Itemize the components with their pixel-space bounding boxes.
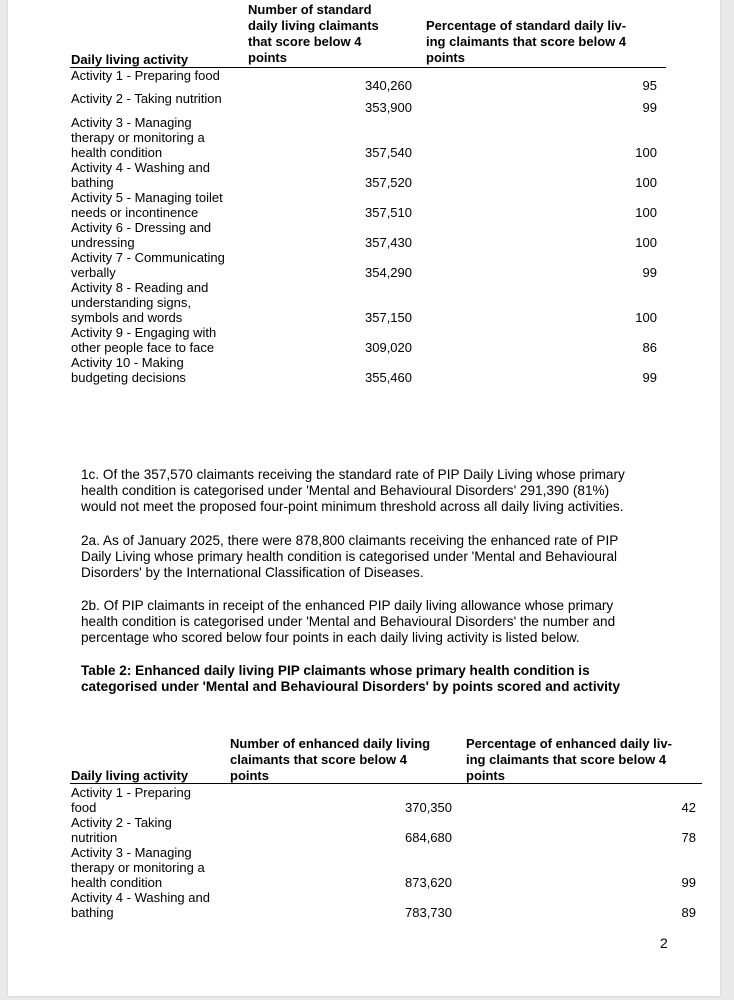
table-row-label [71,280,208,325]
table-row-number: 340,260 [365,78,412,93]
table1-header-percentage [426,18,666,66]
table-row-percentage: 100 [635,235,657,250]
header-line: Percentage of standard daily liv- [426,18,627,33]
header-line: Number of enhanced daily living [230,736,431,751]
table-row-label [71,815,172,845]
label-line: Activity 8 - Reading and [71,280,209,295]
header-line: daily living claimants [248,18,379,33]
label-line: Activity 2 - Taking [71,815,172,830]
table-row-percentage: 78 [681,830,696,845]
table-row-label [71,845,205,890]
table-row-percentage: 89 [681,905,696,920]
table-row-number: 357,150 [365,310,412,325]
page-number: 2 [660,935,668,951]
label-line: Activity 3 - Managing [71,845,192,860]
paragraph-2b [81,598,681,646]
header-line: ing claimants that score below 4 [426,34,627,49]
label-line: symbols and words [71,310,183,325]
table-row-label [71,190,223,220]
label-line: understanding signs, [71,295,191,310]
label-line: Activity 10 - Making [71,355,184,370]
table-row-number: 783,730 [405,905,452,920]
table1-header-number [248,2,418,66]
table2-header-number [230,736,460,784]
header-line: points [248,50,287,65]
table-row-label [71,325,216,355]
table-row-number: 684,680 [405,830,452,845]
table-row-label [71,355,186,385]
paragraph-line: health condition is categorised under 'Mental and Behavioural Disorders' the number and [81,614,616,629]
header-line: ing claimants that score below 4 [466,752,667,767]
label-line: undressing [71,235,135,250]
header-line: Percentage of enhanced daily liv- [466,736,672,751]
paragraph-line: 2a. As of January 2025, there were 878,800 claimants receiving the enhanced rate of PIP [81,533,619,548]
paragraph-line: percentage who scored below four points in each daily living activity is listed below. [81,630,580,645]
label-line: therapy or monitoring a [71,860,205,875]
table2-header-activity: Daily living activity [71,768,189,783]
table-row-label [71,115,205,160]
table-row-percentage: 100 [635,310,657,325]
table2-caption [81,663,691,695]
table-row-number: 354,290 [365,265,412,280]
label-line: Activity 2 - Taking nutrition [71,91,222,106]
caption-line: Table 2: Enhanced daily living PIP claimants whose primary health condition is [81,663,590,678]
paragraph-line: 2b. Of PIP claimants in receipt of the enhanced PIP daily living allowance whose primary [81,598,614,613]
table-row-percentage: 42 [681,800,696,815]
table-row-number: 370,350 [405,800,452,815]
label-line: health condition [71,875,163,890]
table-row-number: 353,900 [365,100,412,115]
label-line: food [71,800,97,815]
paragraph-line: would not meet the proposed four-point minimum threshold across all daily living activities. [81,499,624,514]
header-line: points [426,50,465,65]
table-row-number: 357,520 [365,175,412,190]
table2-header-percentage [466,736,706,784]
label-line: therapy or monitoring a [71,130,205,145]
table-row-label [71,68,220,83]
table-row-label [71,160,210,190]
table-row-label [71,250,225,280]
label-line: Activity 7 - Communicating [71,250,225,265]
table-row-label [71,890,210,920]
label-line: Activity 1 - Preparing food [71,68,220,83]
label-line: verbally [71,265,116,280]
label-line: Activity 4 - Washing and [71,890,210,905]
label-line: Activity 5 - Managing toilet [71,190,223,205]
label-line: Activity 1 - Preparing [71,785,191,800]
table-row-label [71,785,191,815]
table-row-number: 873,620 [405,875,452,890]
table-row-percentage: 99 [642,265,657,280]
paragraph-line: health condition is categorised under 'Mental and Behavioural Disorders' 291,390 (81%) [81,483,610,498]
table-row-label [71,220,211,250]
label-line: Activity 6 - Dressing and [71,220,212,235]
table-row-number: 357,540 [365,145,412,160]
caption-line: categorised under 'Mental and Behavioural Disorders' by points scored and activity [81,679,621,694]
table-row-number: 309,020 [365,340,412,355]
paragraph-line: Disorders' by the International Classification of Diseases. [81,565,424,580]
paragraph-line: 1c. Of the 357,570 claimants receiving the standard rate of PIP Daily Living whose primary [81,467,625,482]
label-line: health condition [71,145,163,160]
header-line: claimants that score below 4 [230,752,408,767]
table-row-percentage: 99 [681,875,696,890]
table2-header-rule [70,783,702,784]
table-row-number: 357,430 [365,235,412,250]
table-row-number: 355,460 [365,370,412,385]
table-row-percentage: 86 [642,340,657,355]
label-line: bathing [71,905,114,920]
table-row-percentage: 100 [635,205,657,220]
table-row-percentage: 100 [635,145,657,160]
table-row-percentage: 100 [635,175,657,190]
header-line: points [230,768,269,783]
paragraph-2a [81,533,681,581]
label-line: needs or incontinence [71,205,199,220]
table-row-label [71,91,222,106]
header-line: points [466,768,505,783]
table-row-percentage: 95 [642,78,657,93]
label-line: nutrition [71,830,118,845]
label-line: Activity 9 - Engaging with [71,325,217,340]
label-line: Activity 3 - Managing [71,115,192,130]
paragraph-1c [81,467,681,515]
label-line: bathing [71,175,114,190]
header-line: Number of standard [248,2,372,17]
label-line: Activity 4 - Washing and [71,160,210,175]
paragraph-line: Daily Living whose primary health condition is categorised under 'Mental and Behavioural [81,549,618,564]
table-row-percentage: 99 [642,370,657,385]
label-line: budgeting decisions [71,370,186,385]
table-row-number: 357,510 [365,205,412,220]
label-line: other people face to face [71,340,215,355]
table1-header-activity: Daily living activity [71,52,189,67]
header-line: that score below 4 [248,34,362,49]
table-row-percentage: 99 [642,100,657,115]
